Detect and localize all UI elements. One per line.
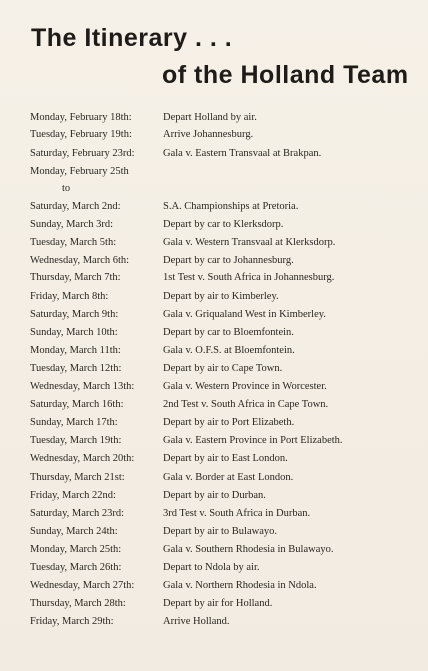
itinerary-date: Sunday, March 24th: xyxy=(30,526,118,537)
itinerary-row xyxy=(0,306,428,324)
itinerary-row xyxy=(0,505,428,523)
itinerary-event: Depart by air for Holland. xyxy=(163,598,273,609)
itinerary-event: Depart by air to East London. xyxy=(163,453,288,464)
itinerary-event: Gala v. Northern Rhodesia in Ndola. xyxy=(163,580,317,591)
itinerary-row xyxy=(0,252,428,270)
itinerary-event: Gala v. Border at East London. xyxy=(163,472,294,483)
itinerary-row xyxy=(0,198,428,216)
itinerary-event: Gala v. O.F.S. at Bloemfontein. xyxy=(163,345,295,356)
itinerary-event: Depart by air to Bulawayo. xyxy=(163,526,278,537)
itinerary-date: Friday, March 8th: xyxy=(30,291,109,302)
itinerary-row xyxy=(0,378,428,396)
itinerary-row xyxy=(0,541,428,559)
itinerary-event: Depart by air to Kimberley. xyxy=(163,291,279,302)
itinerary-date: Friday, March 29th: xyxy=(30,616,114,627)
itinerary-row xyxy=(0,126,428,144)
itinerary-event: Depart by car to Bloemfontein. xyxy=(163,327,294,338)
itinerary-event: Depart by car to Johannesburg. xyxy=(163,255,294,266)
itinerary-date: Saturday, February 23rd: xyxy=(30,148,135,159)
itinerary-event: S.A. Championships at Pretoria. xyxy=(163,201,299,212)
itinerary-event: Gala v. Griqualand West in Kimberley. xyxy=(163,309,326,320)
itinerary-event: Gala v. Western Province in Worcester. xyxy=(163,381,327,392)
itinerary-row xyxy=(0,324,428,342)
itinerary-row xyxy=(0,234,428,252)
itinerary-event: Arrive Johannesburg. xyxy=(163,129,254,140)
itinerary-date: Sunday, March 10th: xyxy=(30,327,118,338)
itinerary-row xyxy=(0,595,428,613)
itinerary-date: Wednesday, March 27th: xyxy=(30,580,135,591)
itinerary-event: Gala v. Eastern Transvaal at Brakpan. xyxy=(163,148,322,159)
itinerary-date: Sunday, March 3rd: xyxy=(30,219,114,230)
itinerary-event: Depart by air to Port Elizabeth. xyxy=(163,417,295,428)
itinerary-row xyxy=(0,523,428,541)
itinerary-row xyxy=(0,288,428,306)
itinerary-date: Tuesday, March 5th: xyxy=(30,237,117,248)
itinerary-row xyxy=(0,414,428,432)
itinerary-date: Monday, February 25th xyxy=(30,166,129,177)
page-title-line-1: The Itinerary . . . xyxy=(31,24,233,52)
itinerary-row xyxy=(0,145,428,163)
itinerary-row xyxy=(0,216,428,234)
itinerary-date: Monday, March 25th: xyxy=(30,544,122,555)
itinerary-date: Sunday, March 17th: xyxy=(30,417,118,428)
itinerary-date: Saturday, March 9th: xyxy=(30,309,119,320)
itinerary-date: Saturday, March 16th: xyxy=(30,399,124,410)
itinerary-event: 1st Test v. South Africa in Johannesburg. xyxy=(163,272,335,283)
itinerary-event: Arrive Holland. xyxy=(163,616,230,627)
itinerary-row xyxy=(0,269,428,287)
itinerary-date: Thursday, March 21st: xyxy=(30,472,125,483)
itinerary-row xyxy=(0,360,428,378)
itinerary-row xyxy=(0,432,428,450)
itinerary-date: Wednesday, March 6th: xyxy=(30,255,130,266)
itinerary-row xyxy=(0,577,428,595)
itinerary-row xyxy=(0,487,428,505)
itinerary-date: Monday, February 18th: xyxy=(30,112,132,123)
itinerary-date: Saturday, March 2nd: xyxy=(30,201,121,212)
itinerary-row xyxy=(0,450,428,468)
itinerary-date: Wednesday, March 20th: xyxy=(30,453,135,464)
itinerary-event: 2nd Test v. South Africa in Cape Town. xyxy=(163,399,329,410)
itinerary-event: Gala v. Western Transvaal at Klerksdorp. xyxy=(163,237,336,248)
page-title-line-2: of the Holland Team xyxy=(162,61,409,89)
itinerary-date: Monday, March 11th: xyxy=(30,345,121,356)
itinerary-event: 3rd Test v. South Africa in Durban. xyxy=(163,508,311,519)
itinerary-event: Gala v. Eastern Province in Port Elizabeth. xyxy=(163,435,343,446)
itinerary-event: Gala v. Southern Rhodesia in Bulawayo. xyxy=(163,544,334,555)
itinerary-event: Depart by air to Durban. xyxy=(163,490,266,501)
itinerary-date: Saturday, March 23rd: xyxy=(30,508,125,519)
itinerary-row xyxy=(0,163,428,181)
itinerary-event: Depart to Ndola by air. xyxy=(163,562,260,573)
itinerary-row xyxy=(0,559,428,577)
itinerary-row xyxy=(0,469,428,487)
itinerary-row xyxy=(0,342,428,360)
date-range-continuation: to xyxy=(62,183,71,194)
itinerary-row xyxy=(0,109,428,127)
itinerary-event: Depart Holland by air. xyxy=(163,112,257,123)
itinerary-date: Tuesday, March 12th: xyxy=(30,363,122,374)
itinerary-row xyxy=(0,613,428,631)
itinerary-event: Depart by air to Cape Town. xyxy=(163,363,283,374)
itinerary-date: Wednesday, March 13th: xyxy=(30,381,135,392)
itinerary-event: Depart by car to Klerksdorp. xyxy=(163,219,284,230)
itinerary-date: Tuesday, March 19th: xyxy=(30,435,122,446)
itinerary-date: Thursday, March 28th: xyxy=(30,598,126,609)
itinerary-date: Tuesday, February 19th: xyxy=(30,129,132,140)
itinerary-date: Tuesday, March 26th: xyxy=(30,562,122,573)
itinerary-row xyxy=(0,396,428,414)
itinerary-date: Thursday, March 7th: xyxy=(30,272,121,283)
itinerary-date: Friday, March 22nd: xyxy=(30,490,116,501)
